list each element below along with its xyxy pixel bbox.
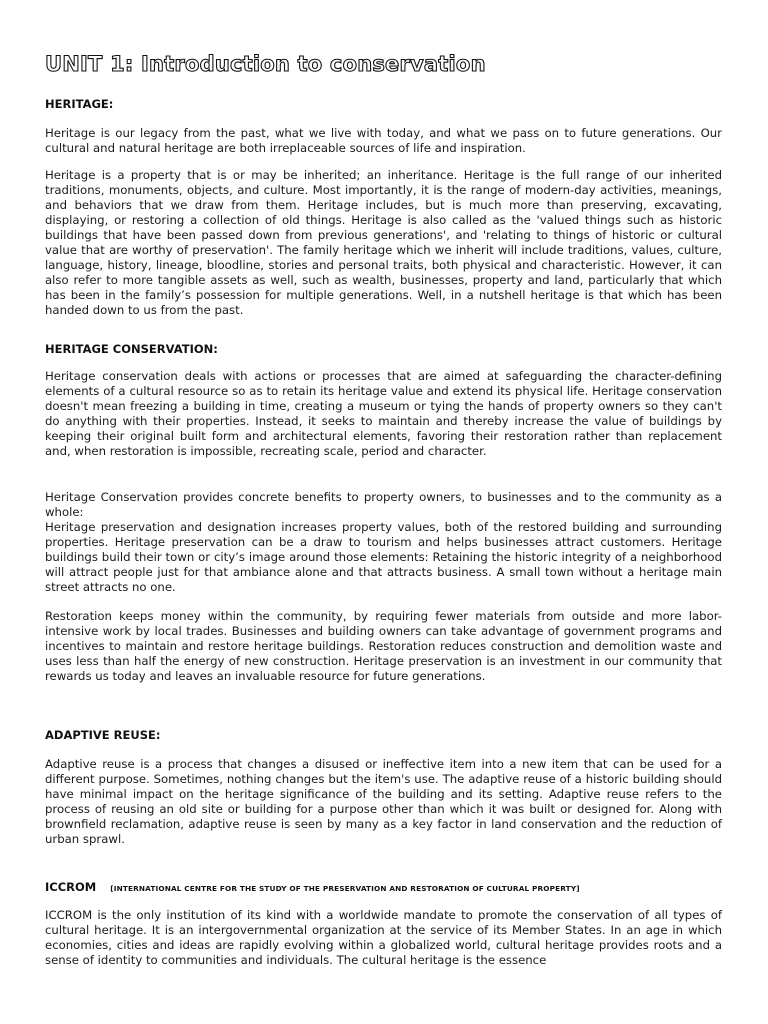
- heritage-heading: HERITAGE:: [45, 97, 114, 111]
- heritage-paragraph-1: Heritage is our legacy from the past, what we live with today, and what we pass on to future generations. Our cultural and natural heritage are both irreplaceable sources of life and inspiration.: [45, 126, 722, 155]
- adaptive-reuse-paragraph-1: Adaptive reuse is a process that changes a disused or ineffective item into a new item that can be used for a different purpose. Sometimes, nothing changes but the item's use. The adaptive reuse of a historic building should have minimal impact on the heritage significance of the building and its setting. Adaptive reuse refers to the process of reusing an old site or building for a purpose other than which it was built or designed for. Along with brownfield reclamation, adaptive reuse is seen by many as a key factor in land conservation and the reduction of urban sprawl.: [45, 757, 722, 846]
- heritage-paragraph-2: Heritage is a property that is or may be inherited; an inheritance. Heritage is the full range of our inherited traditions, monuments, objects, and culture. Most importantly, it is the range of modern-day activities, meanings, and behaviors that we draw from them. Heritage includes, but is much more than preserving, excavating, displaying, or restoring a collection of old things. Heritage is also called as the 'valued things such as historic buildings that have been passed down from previous generations', and 'relating to things of historic or cultural value that are worthy of preservation'. The family heritage which we inherit will include traditions, values, culture, language, history, lineage, bloodline, stories and personal traits, both physical and characteristic. However, it can also refer to more tangible assets as well, such as wealth, businesses, property and land, particularly that which has been in the family’s possession for multiple generations. Well, in a nutshell heritage is that which has been handed down to us from the past.: [45, 168, 722, 317]
- iccrom-heading-subtitle: [INTERNATIONAL CENTRE FOR THE STUDY OF THE PRESERVATION AND RESTORATION OF CULTURAL PROPERTY]: [110, 884, 580, 893]
- adaptive-reuse-heading: ADAPTIVE REUSE:: [45, 728, 161, 742]
- heritage-conservation-paragraph-3: Restoration keeps money within the community, by requiring fewer materials from outside and more labor-intensive work by local trades. Businesses and building owners can take advantage of government programs and incentives to maintain and restore heritage buildings. Restoration reduces construction and demolition waste and uses less than half the energy of new construction. Heritage preservation is an investment in our community that rewards us today and leaves an invaluable resource for future generations.: [45, 609, 722, 683]
- heritage-conservation-paragraph-2: [45, 490, 722, 595]
- heritage-conservation-heading: HERITAGE CONSERVATION:: [45, 342, 218, 356]
- heritage-conservation-paragraph-1: Heritage conservation deals with actions or processes that are aimed at safeguarding the character-defining elements of a cultural resource so as to retain its heritage value and extend its physical life. Heritage conservation doesn't mean freezing a building in time, creating a museum or tying the hands of property owners so they can't do anything with their properties. Instead, it seeks to maintain and thereby increase the value of buildings by keeping their original built form and architectural elements, favoring their restoration rather than replacement and, when restoration is impossible, recreating scale, period and character.: [45, 369, 722, 458]
- heritage-conservation-benefits-intro: Heritage Conservation provides concrete benefits to property owners, to businesses and to the community as a whole:: [45, 490, 722, 519]
- iccrom-paragraph-1: ICCROM is the only institution of its kind with a worldwide mandate to promote the conservation of all types of cultural heritage. It is an intergovernmental organization at the service of its Member States. In an age in which economies, cities and ideas are rapidly evolving within a globalized world, cultural heritage provides roots and a sense of identity to communities and individuals. The cultural heritage is the essence: [45, 908, 722, 967]
- iccrom-heading-title: ICCROM: [45, 880, 97, 894]
- page-title: UNIT 1: Introduction to conservation: [45, 52, 486, 76]
- iccrom-heading: [45, 880, 580, 894]
- heritage-conservation-benefits-body: Heritage preservation and designation increases property values, both of the restored building and surrounding properties. Heritage preservation can be a draw to tourism and helps businesses attract customers. Heritage buildings build their town or city’s image around those elements: Retaining the historic integrity of a neighborhood will attract people just for that ambiance alone and that attracts business. A small town without a heritage main street attracts no one.: [45, 520, 722, 594]
